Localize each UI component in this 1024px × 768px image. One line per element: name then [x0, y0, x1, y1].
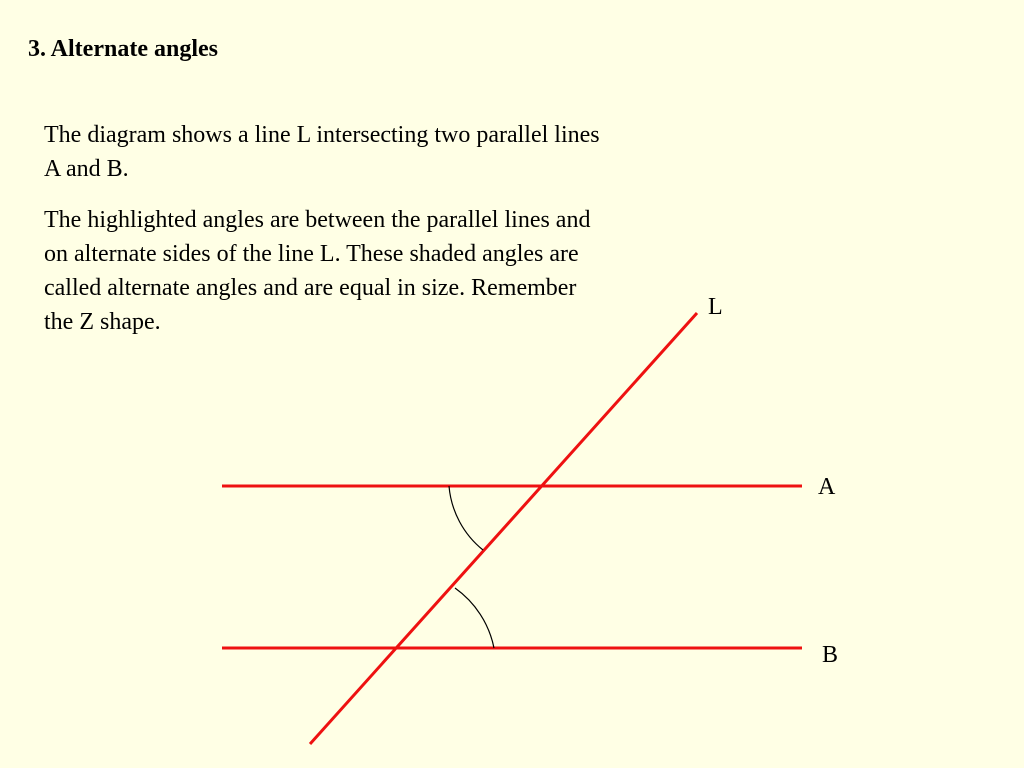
transversal-line-l: [310, 313, 697, 744]
label-l: L: [708, 294, 723, 320]
description-paragraph-2: The highlighted angles are between the parallel lines and on alternate sides of the line L. These shaded angles are called alternate angles and are equal in size. Remember the Z shape.: [44, 207, 591, 335]
alternate-angle-arc-a: [449, 486, 483, 550]
slide-title: 3. Alternate angles: [28, 36, 218, 62]
alternate-angle-arc-b: [455, 588, 494, 648]
label-a: A: [818, 474, 836, 500]
description-paragraph-1: The diagram shows a line L intersecting two parallel lines A and B.: [44, 122, 600, 182]
label-b: B: [822, 642, 839, 668]
